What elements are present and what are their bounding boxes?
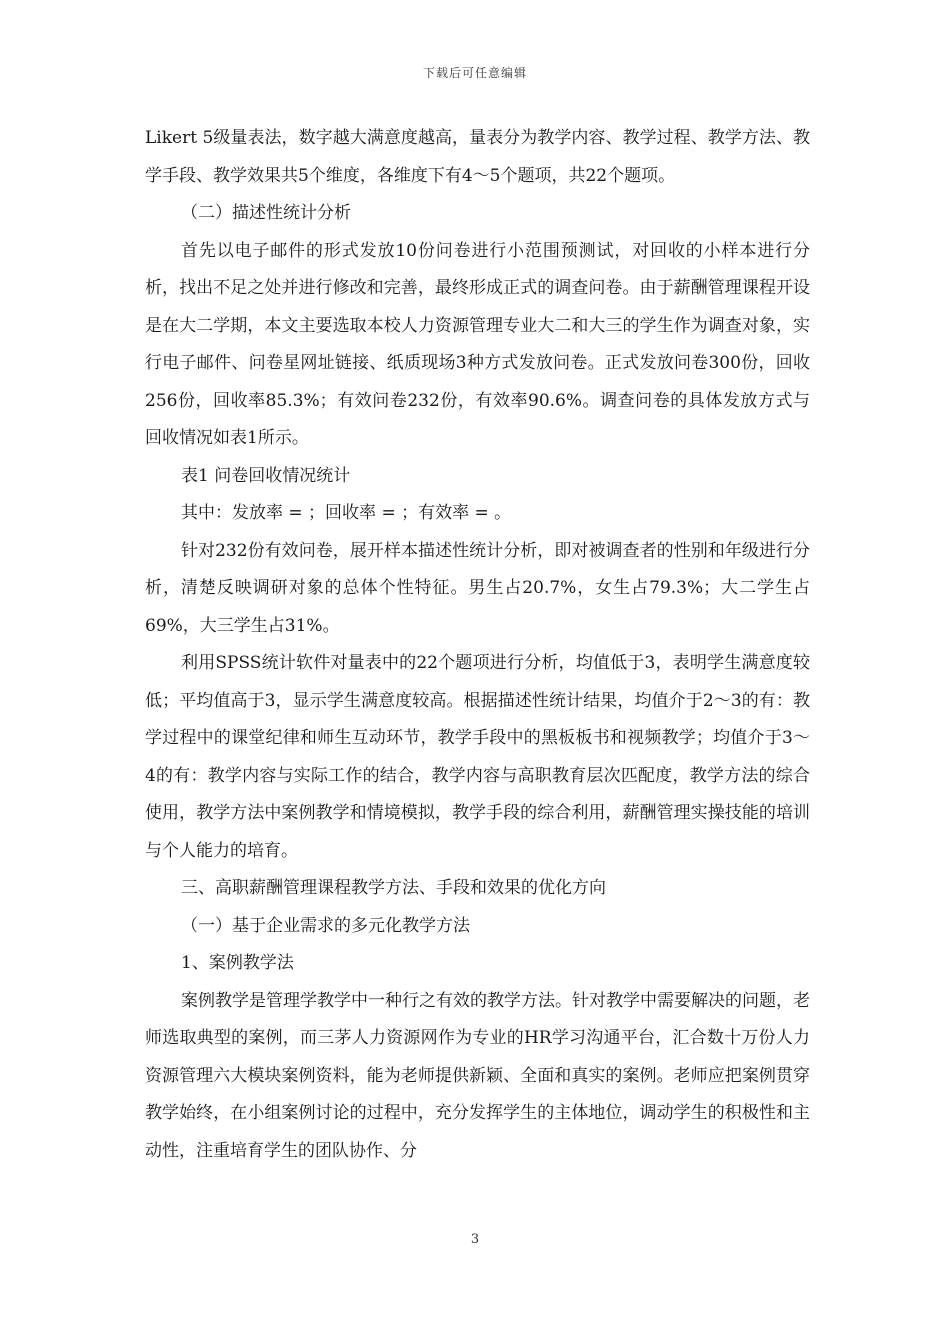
item-heading-case-teaching: 1、案例教学法 [181, 953, 294, 973]
section-heading-descriptive-statistics: （二）描述性统计分析 [181, 203, 351, 223]
table-caption: 表1 问卷回收情况统计 [181, 465, 351, 486]
paragraph-sample-characteristics: 针对232份有效问卷，展开样本描述性统计分析，即对被调查者的性别和年级进行分析，清楚反映调研对象的总体个性特征。男生占20.7%，女生占79.3%；大二学生占69%，大三学生占31%。 [145, 540, 810, 636]
document-body [145, 120, 810, 1170]
section-heading-optimization: 三、高职薪酬管理课程教学方法、手段和效果的优化方向 [181, 878, 606, 898]
paragraph-case-teaching: 案例教学是管理学教学中一种行之有效的教学方法。针对教学中需要解决的问题，老师选取典型的案例，而三茅人力资源网作为专业的HR学习沟通平台，汇合数十万份人力资源管理六大模块案例资料，能为老师提供新颖、全面和真实的案例。老师应把案例贯穿教学始终，在小组案例讨论的过程中，充分发挥学生的主体地位，调动学生的积极性和主动性，注重培育学生的团队协作、分 [145, 990, 810, 1161]
page-number: 3 [470, 1232, 480, 1247]
page-header: 下载后可任意编辑 [422, 66, 527, 80]
paragraph-likert-scale: Likert 5级量表法，数字越大满意度越高，量表分为教学内容、教学过程、教学方法、教学手段、教学效果共5个维度，各维度下有4～5个题项，共22个题项。 [145, 128, 810, 186]
paragraph-spss-analysis: 利用SPSS统计软件对量表中的22个题项进行分析，均值低于3，表明学生满意度较低；平均值高于3，显示学生满意度较高。根据描述性统计结果，均值介于2～3的有：教学过程中的课堂纪律和师生互动环节，教学手段中的黑板板书和视频教学；均值介于3～4的有：教学内容与实际工作的结合，教学内容与高职教育层次匹配度，教学方法的综合使用，教学方法中案例教学和情境模拟，教学手段的综合利用，薪酬管理实操技能的培训与个人能力的培育。 [145, 653, 810, 861]
subsection-heading-teaching-methods: （一）基于企业需求的多元化教学方法 [181, 915, 470, 936]
paragraph-rate-definitions: 其中：发放率 = ；回收率 = ；有效率 = 。 [181, 503, 512, 523]
paragraph-survey-distribution: 首先以电子邮件的形式发放10份问卷进行小范围预测试，对回收的小样本进行分析，找出不足之处并进行修改和完善，最终形成正式的调查问卷。由于薪酬管理课程开设是在大二学期，本文主要选取本校人力资源管理专业大二和大三的学生作为调查对象，实行电子邮件、问卷星网址链接、纸质现场3种方式发放问卷。正式发放问卷300份，回收256份，回收率85.3%；有效问卷232份，有效率90.6%。调查问卷的具体发放方式与回收情况如表1所示。 [145, 240, 810, 448]
